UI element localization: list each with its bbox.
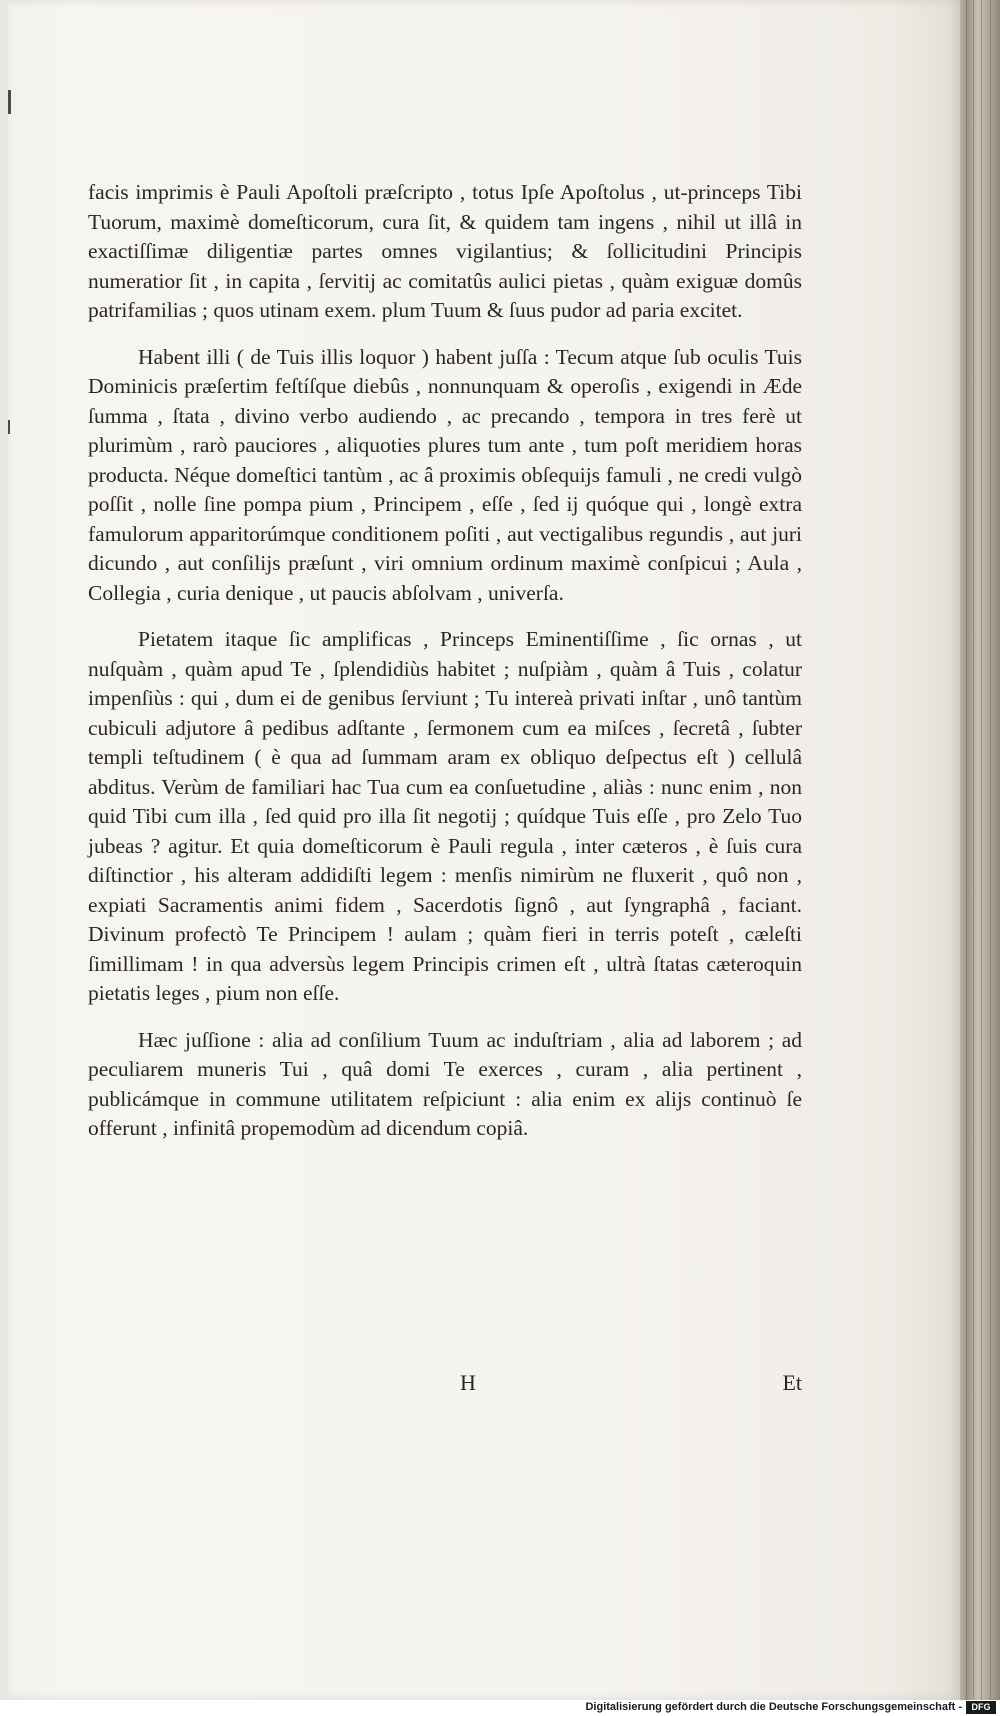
edge-line bbox=[981, 0, 982, 1700]
dfg-logo: DFG bbox=[966, 1701, 996, 1714]
body-text bbox=[88, 178, 802, 1161]
digitization-footer bbox=[0, 1700, 1000, 1716]
paragraph-2: Habent illi ( de Tuis illis loquor ) habent juſſa : Tecum atque ſub oculis Tuis Dominicis præſertim feſtíſque diebûs , nonnunquam & operoſis , exigendi in Æde ſumma , ſtata , divino verbo audiendo , ac precando , tempora in tres ferè ut plurimùm , rarò pauciores , aliquoties plures tum ante , tum poſt meridiem horas producta. Néque domeſtici tantùm , ac â proximis obſequijs famuli , ne credi vulgò poſſit , nolle ſine pompa pium , Principem , eſſe , ſed ij quóque qui , longè extra famulorum apparitorúmque conditionem poſiti , aut vectigalibus regundis , aut juri dicundo , aut conſilijs præſunt , viri omnium ordinum maximè conſpicui ; Aula , Collegia , curia denique , ut paucis abſolvam , univerſa. bbox=[88, 344, 802, 605]
binding-mark bbox=[8, 90, 11, 114]
book-page bbox=[8, 0, 960, 1700]
signature-mark: H bbox=[460, 1370, 476, 1395]
edge-line bbox=[990, 0, 991, 1700]
page-stack-edge bbox=[960, 0, 1000, 1700]
page-foot bbox=[88, 1370, 802, 1400]
paragraph-4: Hæc juſſione : alia ad conſilium Tuum ac induſtriam , alia ad laborem ; ad peculiarem muneris Tui , quâ domi Te exerces , curam , alia pertinent , publicámque in commune utilitatem reſpiciunt : alia enim ex alijs continuò ſe offerunt , infinitâ propemodùm ad dicendum copiâ. bbox=[88, 1027, 802, 1140]
paragraph-1: facis imprimis è Pauli Apoſtoli præſcripto , totus Ipſe Apoſtolus , ut-princeps Tibi Tuorum, maximè domeſticorum, cura ſit, & quidem tam ingens , nihil ut illâ in exactiſſimæ diligentiæ partes omnes vigilantius; & ſollicitudini Principis numeratior ſit , in capita , ſervitij ac comitatûs aulici pietas , quàm exiguæ domûs patrifamilias ; quos utinam exem. plum Tuum & ſuus pudor ad paria excitet. bbox=[88, 180, 802, 322]
digitization-notice: Digitalisierung gefördert durch die Deutsche Forschungsgemeinschaft - bbox=[585, 1701, 962, 1713]
binding-mark bbox=[8, 420, 10, 434]
edge-line bbox=[973, 0, 974, 1700]
paragraph-3: Pietatem itaque ſic amplificas , Princeps Eminentiſſime , ſic ornas , ut nuſquàm , quàm apud Te , ſplendidiùs habitet ; nuſpiàm , quàm â Tuis , colatur impenſiùs : qui , dum ei de genibus ſerviunt ; Tu intereà privati inſtar , unô tantùm cubiculi adjutore â pedibus adſtante , ſermonem cum ea miſces , ſecretâ , ſubter templi teſtudinem ( è qua ad ſummam aram ex obliquo deſpectus eſt ) cellulâ abditus. Verùm de familiari hac Tua cum ea conſuetudine , aliàs : nunc enim , non quid Tibi cum illa , ſed quid pro illa ſit negotij ; quídque Tuis eſſe , pro Zelo Tuo jubeas ? agitur. Et quia domeſticorum è Pauli regula , inter cæteros , è ſuis cura diſtinctior , his alteram addidiſti legem : menſis nimirùm ne fluxerit , quô non , expiati Sacramentis animi fidem , Sacerdotis ſignô , aut ſyngraphâ , faciant. Divinum profectò Te Principem ! aulam ; quàm fieri in terris poteſt , cæleſti ſimillimam ! in qua adversùs legem Principis crimen eſt , ultrà ſtatas cæteroquin pietatis leges , pium non eſſe. bbox=[88, 627, 802, 1005]
edge-line bbox=[966, 0, 967, 1700]
catchword: Et bbox=[782, 1370, 802, 1395]
